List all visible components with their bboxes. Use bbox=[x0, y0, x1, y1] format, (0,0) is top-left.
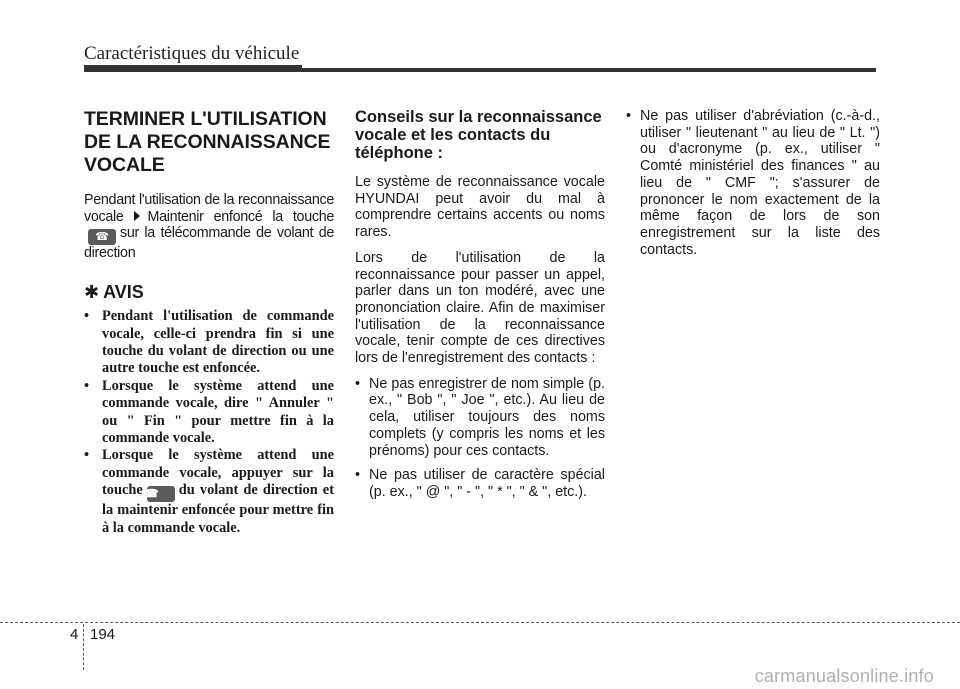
list-item: • Ne pas utiliser d'abréviation (c.-à-d., utiliser " lieutenant " au lieu de " Lt. ") ou d'acronyme (p. ex., utiliser " Comté ministériel des finances " au lieu de " CMF "; s'assurer de prononcer le nom exactement de la même façon de lors de son enregistrement sur la liste des contacts. bbox=[626, 108, 880, 258]
header-rule bbox=[84, 68, 876, 72]
section-title-tips: Conseils sur la reconnaissance vocale et les contacts du téléphone : bbox=[355, 108, 602, 162]
voice-talk-button-icon: ☎ bbox=[147, 486, 175, 502]
intro-paragraph bbox=[84, 192, 334, 262]
avis-item: • Lorsque le système attend une commande vocale, dire " Annuler " ou " Fin " pour mettre fin à la commande vocale. bbox=[84, 377, 334, 446]
voice-talk-button-icon: ☎ bbox=[88, 229, 116, 245]
avis-title bbox=[84, 282, 334, 302]
tips-paragraph-2: Lors de l'utilisation de la reconnaissance pour passer un appel, parler dans un ton modéré, avec une prononciation claire. Afin de maximiser l'utilisation de la reconnaissance vocale, tenir compte de ces directives lors de l'enregistrement des contacts : bbox=[355, 249, 605, 367]
intro-text-a: Pendant l'utilisation de la reconnaissance vocale bbox=[84, 192, 334, 225]
column-1 bbox=[84, 108, 334, 537]
column-3 bbox=[626, 108, 880, 266]
intro-text-c: sur la télécommande de volant de direction bbox=[84, 225, 334, 262]
list-item: • Ne pas enregistrer de nom simple (p. ex., " Bob ", " Joe ", etc.). Au lieu de cela, utiliser toujours des noms complets (y compris les noms et les prénoms) pour ces contacts. bbox=[355, 375, 605, 459]
page-number: 194 bbox=[90, 626, 116, 643]
avis-item: • Pendant l'utilisation de commande vocale, celle-ci prendra fin si une touche du volant de direction ou une autre touche est enfoncée. bbox=[84, 308, 334, 377]
chapter-number: 4 bbox=[70, 626, 79, 643]
avis-title-text: AVIS bbox=[103, 282, 144, 303]
footer-divider bbox=[83, 624, 84, 670]
watermark: carmanualsonline.info bbox=[754, 666, 934, 686]
intro-text-b: Maintenir enfoncé la touche bbox=[147, 208, 334, 225]
avis-item: • Lorsque le système attend une commande vocale, appuyer sur la touche ☎ du volant de direction et la maintenir enfoncée pour mettre fin à la commande vocale. bbox=[84, 447, 334, 536]
section-title-end-voice: TERMINER L'UTILISATION DE LA RECONNAISSANCE VOCALE bbox=[84, 108, 331, 176]
tips-paragraph-1: Le système de reconnaissance vocale HYUNDAI peut avoir du mal à comprendre certains accents ou noms rares. bbox=[355, 174, 605, 241]
page-header-title: Caractéristiques du véhicule bbox=[84, 43, 300, 64]
arrow-right-icon bbox=[134, 211, 140, 221]
list-item: • Ne pas utiliser de caractère spécial (p. ex., " @ ", " - ", " * ", " & ", etc.). bbox=[355, 467, 605, 500]
column-2 bbox=[355, 108, 605, 509]
footer-rule bbox=[0, 622, 960, 623]
star-icon: ✱ bbox=[84, 282, 100, 303]
